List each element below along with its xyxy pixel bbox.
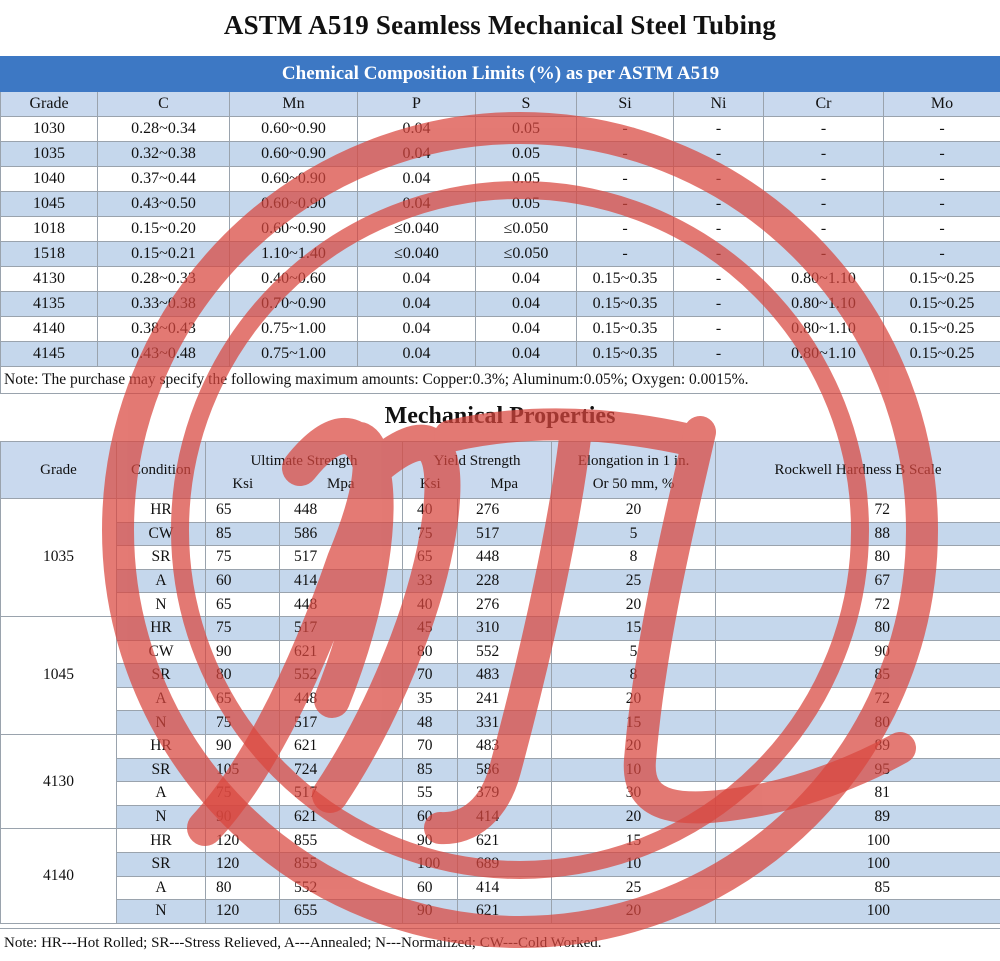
yield-ksi-cell: 100 [403, 852, 458, 876]
column-header-grade: Grade [1, 442, 117, 499]
table-cell: 0.75~1.00 [230, 317, 358, 342]
table-cell: - [764, 192, 884, 217]
condition-cell: N [117, 711, 206, 735]
column-header: Si [577, 92, 674, 117]
table-cell: 0.04 [358, 167, 476, 192]
table-cell: 0.80~1.10 [764, 317, 884, 342]
ultimate-ksi-cell: 80 [206, 876, 280, 900]
column-header: Mo [884, 92, 1000, 117]
table-row [1, 522, 1000, 546]
table-cell: 0.04 [476, 342, 577, 367]
table-cell: - [674, 292, 764, 317]
table-cell: - [674, 167, 764, 192]
table-cell: 0.15~0.35 [577, 317, 674, 342]
mechanical-note: Note: HR---Hot Rolled; SR---Stress Relieved, A---Annealed; N---Normalized; CW---Cold Worked. [0, 928, 1000, 957]
table-cell: 0.43~0.48 [98, 342, 230, 367]
yield-mpa-cell: 689 [458, 852, 552, 876]
table-row [1, 317, 1000, 342]
table-cell: 0.04 [358, 317, 476, 342]
yield-ksi-cell: 90 [403, 829, 458, 853]
grade-cell: 1035 [1, 499, 117, 617]
yield-mpa-cell: 276 [458, 593, 552, 617]
column-header-yield-mpa: Mpa [458, 470, 552, 499]
table-row [1, 734, 1000, 758]
ultimate-ksi-cell: 60 [206, 569, 280, 593]
yield-mpa-cell: 586 [458, 758, 552, 782]
ultimate-ksi-cell: 65 [206, 593, 280, 617]
grade-cell: 4140 [1, 317, 98, 342]
table-cell: 0.04 [358, 267, 476, 292]
table-cell: ≤0.040 [358, 242, 476, 267]
ultimate-mpa-cell: 517 [280, 782, 403, 806]
table-cell: - [884, 142, 1000, 167]
elongation-cell: 20 [552, 687, 716, 711]
yield-mpa-cell: 552 [458, 640, 552, 664]
table-cell: 0.15~0.25 [884, 342, 1000, 367]
hardness-cell: 88 [716, 522, 1000, 546]
table-cell: ≤0.050 [476, 242, 577, 267]
yield-ksi-cell: 85 [403, 758, 458, 782]
table-cell: - [764, 117, 884, 142]
table-cell: 0.05 [476, 117, 577, 142]
yield-ksi-cell: 55 [403, 782, 458, 806]
table-cell: 0.15~0.25 [884, 267, 1000, 292]
condition-cell: N [117, 805, 206, 829]
elongation-cell: 5 [552, 640, 716, 664]
ultimate-ksi-cell: 120 [206, 852, 280, 876]
table-cell: 0.60~0.90 [230, 117, 358, 142]
yield-mpa-cell: 414 [458, 805, 552, 829]
hardness-cell: 85 [716, 664, 1000, 688]
yield-ksi-cell: 70 [403, 664, 458, 688]
table-row [1, 593, 1000, 617]
table-row [1, 758, 1000, 782]
ultimate-mpa-cell: 621 [280, 734, 403, 758]
table-cell: 0.60~0.90 [230, 167, 358, 192]
table-row [1, 499, 1000, 523]
elongation-cell: 10 [552, 852, 716, 876]
yield-mpa-cell: 228 [458, 569, 552, 593]
yield-mpa-cell: 517 [458, 522, 552, 546]
table-cell: - [764, 217, 884, 242]
table-cell: 0.05 [476, 167, 577, 192]
table-cell: - [577, 167, 674, 192]
elongation-cell: 20 [552, 900, 716, 924]
ultimate-ksi-cell: 75 [206, 782, 280, 806]
table-row [1, 640, 1000, 664]
ultimate-mpa-cell: 621 [280, 805, 403, 829]
yield-mpa-cell: 379 [458, 782, 552, 806]
yield-ksi-cell: 60 [403, 805, 458, 829]
column-header: Grade [1, 92, 98, 117]
table-cell: 0.15~0.25 [884, 317, 1000, 342]
table-cell: 0.15~0.25 [884, 292, 1000, 317]
table-row [1, 267, 1000, 292]
hardness-cell: 100 [716, 829, 1000, 853]
table-cell: 0.33~0.38 [98, 292, 230, 317]
table-cell: 0.04 [358, 142, 476, 167]
column-header: P [358, 92, 476, 117]
table-row [1, 664, 1000, 688]
elongation-cell: 15 [552, 616, 716, 640]
table-cell: 0.60~0.90 [230, 192, 358, 217]
table-cell: - [884, 192, 1000, 217]
yield-mpa-cell: 483 [458, 734, 552, 758]
grade-cell: 1045 [1, 192, 98, 217]
ultimate-ksi-cell: 75 [206, 616, 280, 640]
grade-cell: 4130 [1, 267, 98, 292]
table-row [1, 687, 1000, 711]
ultimate-ksi-cell: 105 [206, 758, 280, 782]
table-cell: 0.15~0.20 [98, 217, 230, 242]
table-cell: 0.37~0.44 [98, 167, 230, 192]
ultimate-mpa-cell: 724 [280, 758, 403, 782]
table-cell: - [577, 242, 674, 267]
elongation-cell: 20 [552, 499, 716, 523]
condition-cell: HR [117, 499, 206, 523]
table-cell: - [884, 117, 1000, 142]
ultimate-mpa-cell: 655 [280, 900, 403, 924]
table-cell: - [884, 242, 1000, 267]
table-cell: - [577, 217, 674, 242]
table-cell: 0.28~0.33 [98, 267, 230, 292]
hardness-cell: 81 [716, 782, 1000, 806]
yield-ksi-cell: 40 [403, 499, 458, 523]
ultimate-mpa-cell: 621 [280, 640, 403, 664]
ultimate-ksi-cell: 90 [206, 640, 280, 664]
table-cell: - [577, 142, 674, 167]
table-cell: 0.04 [358, 192, 476, 217]
condition-cell: HR [117, 734, 206, 758]
grade-cell: 1018 [1, 217, 98, 242]
page-title: ASTM A519 Seamless Mechanical Steel Tubing [223, 10, 777, 40]
condition-cell: A [117, 569, 206, 593]
table-row [1, 342, 1000, 367]
yield-ksi-cell: 48 [403, 711, 458, 735]
table-row [1, 805, 1000, 829]
table-cell: 0.04 [358, 342, 476, 367]
ultimate-ksi-cell: 75 [206, 546, 280, 570]
table-row [1, 546, 1000, 570]
column-header: S [476, 92, 577, 117]
yield-ksi-cell: 70 [403, 734, 458, 758]
chemical-composition-table [0, 56, 1000, 394]
grade-cell: 1045 [1, 616, 117, 734]
yield-ksi-cell: 33 [403, 569, 458, 593]
elongation-cell: 30 [552, 782, 716, 806]
hardness-cell: 95 [716, 758, 1000, 782]
ultimate-mpa-cell: 517 [280, 546, 403, 570]
column-header-ultimate-ksi: Ksi [206, 470, 280, 499]
table-row [1, 117, 1000, 142]
hardness-cell: 89 [716, 805, 1000, 829]
table-row [1, 217, 1000, 242]
table-cell: - [577, 117, 674, 142]
ultimate-mpa-cell: 552 [280, 664, 403, 688]
table-cell: 0.75~1.00 [230, 342, 358, 367]
ultimate-mpa-cell: 517 [280, 711, 403, 735]
table-cell: - [674, 267, 764, 292]
table-row [1, 142, 1000, 167]
yield-mpa-cell: 276 [458, 499, 552, 523]
hardness-cell: 72 [716, 593, 1000, 617]
table-row [1, 852, 1000, 876]
ultimate-mpa-cell: 586 [280, 522, 403, 546]
table-cell: 0.15~0.35 [577, 342, 674, 367]
table-row [1, 782, 1000, 806]
condition-cell: N [117, 593, 206, 617]
grade-cell: 1518 [1, 242, 98, 267]
table-cell: 0.80~1.10 [764, 292, 884, 317]
yield-mpa-cell: 621 [458, 829, 552, 853]
table-cell: - [674, 317, 764, 342]
chemical-banner: Chemical Composition Limits (%) as per ASTM A519 [1, 57, 1000, 92]
ultimate-ksi-cell: 85 [206, 522, 280, 546]
condition-cell: A [117, 782, 206, 806]
table-cell: 0.15~0.21 [98, 242, 230, 267]
hardness-cell: 80 [716, 616, 1000, 640]
column-header: Mn [230, 92, 358, 117]
table-row [1, 292, 1000, 317]
hardness-cell: 100 [716, 900, 1000, 924]
hardness-cell: 80 [716, 546, 1000, 570]
chemical-note: Note: The purchase may specify the following maximum amounts: Copper:0.3%; Aluminum:0.05%; Oxygen: 0.0015%. [1, 367, 1000, 394]
ultimate-mpa-cell: 448 [280, 593, 403, 617]
table-cell: - [884, 217, 1000, 242]
yield-mpa-cell: 241 [458, 687, 552, 711]
table-row [1, 829, 1000, 853]
chemical-header-row [1, 92, 1000, 117]
column-header-hardness: Rockwell Hardness B Scale [716, 442, 1000, 499]
table-cell: 0.70~0.90 [230, 292, 358, 317]
elongation-cell: 25 [552, 569, 716, 593]
yield-mpa-cell: 621 [458, 900, 552, 924]
table-cell: - [674, 342, 764, 367]
table-cell: 0.40~0.60 [230, 267, 358, 292]
elongation-cell: 20 [552, 593, 716, 617]
hardness-cell: 72 [716, 499, 1000, 523]
table-cell: 0.60~0.90 [230, 217, 358, 242]
yield-ksi-cell: 40 [403, 593, 458, 617]
table-cell: - [577, 192, 674, 217]
column-header: C [98, 92, 230, 117]
yield-ksi-cell: 35 [403, 687, 458, 711]
condition-cell: SR [117, 664, 206, 688]
table-cell: 0.04 [476, 292, 577, 317]
condition-cell: A [117, 876, 206, 900]
table-cell: 0.80~1.10 [764, 267, 884, 292]
mechanical-header-row [1, 442, 1000, 471]
ultimate-mpa-cell: 414 [280, 569, 403, 593]
table-row [1, 711, 1000, 735]
ultimate-mpa-cell: 855 [280, 829, 403, 853]
table-row [1, 192, 1000, 217]
table-cell: 0.15~0.35 [577, 292, 674, 317]
column-header-elongation-unit: Or 50 mm, % [552, 470, 716, 499]
condition-cell: A [117, 687, 206, 711]
yield-mpa-cell: 310 [458, 616, 552, 640]
yield-mpa-cell: 448 [458, 546, 552, 570]
elongation-cell: 25 [552, 876, 716, 900]
ultimate-mpa-cell: 855 [280, 852, 403, 876]
ultimate-ksi-cell: 65 [206, 687, 280, 711]
column-header: Cr [764, 92, 884, 117]
column-header-condition: Condition [117, 442, 206, 499]
table-cell: 0.15~0.35 [577, 267, 674, 292]
yield-ksi-cell: 60 [403, 876, 458, 900]
ultimate-ksi-cell: 120 [206, 900, 280, 924]
table-cell: 0.80~1.10 [764, 342, 884, 367]
ultimate-ksi-cell: 90 [206, 805, 280, 829]
table-cell: - [764, 242, 884, 267]
table-cell: 0.32~0.38 [98, 142, 230, 167]
elongation-cell: 15 [552, 711, 716, 735]
ultimate-ksi-cell: 90 [206, 734, 280, 758]
table-cell: 0.04 [358, 117, 476, 142]
table-row [1, 167, 1000, 192]
table-row [1, 616, 1000, 640]
column-header-yield-strength: Yield Strength [403, 442, 552, 471]
yield-ksi-cell: 90 [403, 900, 458, 924]
ultimate-mpa-cell: 517 [280, 616, 403, 640]
ultimate-mpa-cell: 448 [280, 499, 403, 523]
grade-cell: 4130 [1, 734, 117, 828]
column-header-ultimate-mpa: Mpa [280, 470, 403, 499]
table-cell: - [674, 142, 764, 167]
column-header-ultimate-strength: Ultimate Strength [206, 442, 403, 471]
table-row [1, 569, 1000, 593]
condition-cell: SR [117, 852, 206, 876]
table-cell: 0.04 [476, 267, 577, 292]
table-cell: - [674, 192, 764, 217]
hardness-cell: 90 [716, 640, 1000, 664]
grade-cell: 4135 [1, 292, 98, 317]
elongation-cell: 8 [552, 546, 716, 570]
table-cell: 0.43~0.50 [98, 192, 230, 217]
grade-cell: 4140 [1, 829, 117, 923]
table-cell: - [674, 242, 764, 267]
hardness-cell: 85 [716, 876, 1000, 900]
condition-cell: HR [117, 829, 206, 853]
grade-cell: 1030 [1, 117, 98, 142]
table-cell: - [764, 167, 884, 192]
condition-cell: CW [117, 522, 206, 546]
grade-cell: 1035 [1, 142, 98, 167]
condition-cell: CW [117, 640, 206, 664]
yield-mpa-cell: 483 [458, 664, 552, 688]
table-cell: ≤0.040 [358, 217, 476, 242]
grade-cell: 4145 [1, 342, 98, 367]
table-cell: 0.05 [476, 142, 577, 167]
table-row [1, 876, 1000, 900]
mechanical-properties-table [0, 441, 1000, 924]
condition-cell: SR [117, 546, 206, 570]
condition-cell: N [117, 900, 206, 924]
mechanical-properties-title: Mechanical Properties [384, 403, 616, 429]
yield-ksi-cell: 65 [403, 546, 458, 570]
ultimate-ksi-cell: 75 [206, 711, 280, 735]
hardness-cell: 72 [716, 687, 1000, 711]
ultimate-ksi-cell: 80 [206, 664, 280, 688]
table-cell: 0.28~0.34 [98, 117, 230, 142]
grade-cell: 1040 [1, 167, 98, 192]
table-cell: - [674, 117, 764, 142]
hardness-cell: 80 [716, 711, 1000, 735]
ultimate-mpa-cell: 448 [280, 687, 403, 711]
elongation-cell: 20 [552, 734, 716, 758]
column-header-yield-ksi: Ksi [403, 470, 458, 499]
hardness-cell: 67 [716, 569, 1000, 593]
ultimate-mpa-cell: 552 [280, 876, 403, 900]
yield-mpa-cell: 414 [458, 876, 552, 900]
yield-mpa-cell: 331 [458, 711, 552, 735]
hardness-cell: 100 [716, 852, 1000, 876]
hardness-cell: 89 [716, 734, 1000, 758]
table-cell: 0.05 [476, 192, 577, 217]
elongation-cell: 8 [552, 664, 716, 688]
table-cell: ≤0.050 [476, 217, 577, 242]
table-row [1, 242, 1000, 267]
condition-cell: HR [117, 616, 206, 640]
elongation-cell: 5 [552, 522, 716, 546]
table-cell: - [884, 167, 1000, 192]
column-header: Ni [674, 92, 764, 117]
yield-ksi-cell: 80 [403, 640, 458, 664]
table-row [1, 900, 1000, 924]
table-cell: - [764, 142, 884, 167]
ultimate-ksi-cell: 120 [206, 829, 280, 853]
column-header-elongation: Elongation in 1 in. [552, 442, 716, 471]
yield-ksi-cell: 45 [403, 616, 458, 640]
table-cell: 0.60~0.90 [230, 142, 358, 167]
condition-cell: SR [117, 758, 206, 782]
elongation-cell: 15 [552, 829, 716, 853]
ultimate-ksi-cell: 65 [206, 499, 280, 523]
table-cell: - [674, 217, 764, 242]
table-cell: 0.04 [358, 292, 476, 317]
elongation-cell: 20 [552, 805, 716, 829]
elongation-cell: 10 [552, 758, 716, 782]
table-cell: 0.38~0.43 [98, 317, 230, 342]
table-cell: 1.10~1.40 [230, 242, 358, 267]
yield-ksi-cell: 75 [403, 522, 458, 546]
table-cell: 0.04 [476, 317, 577, 342]
